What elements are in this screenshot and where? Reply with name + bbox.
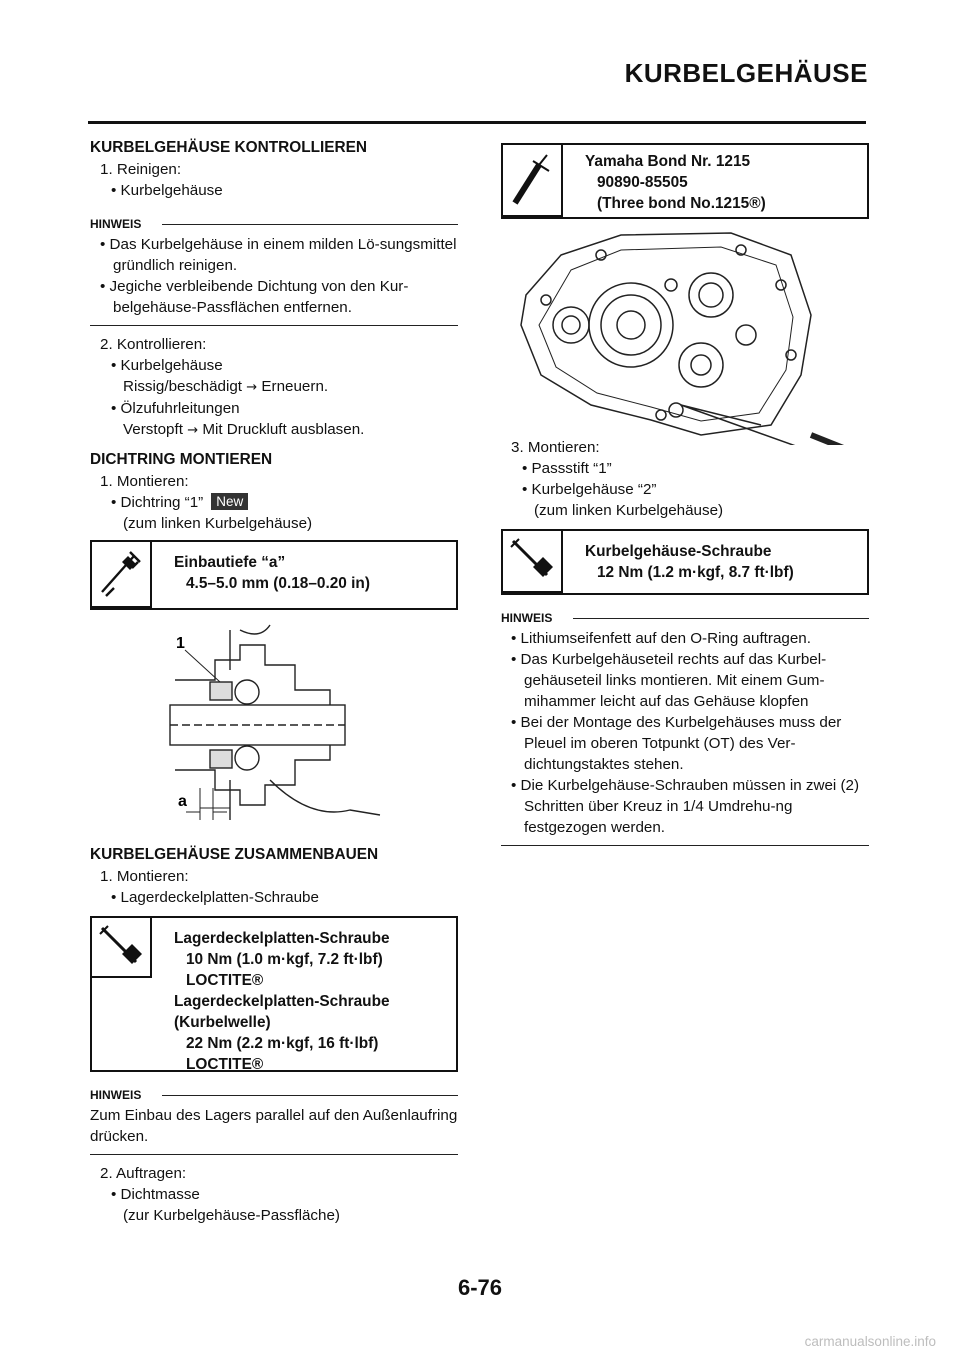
note-item: • Lithiumseifenfett auf den O-Ring auftragen. xyxy=(511,630,811,647)
note-label: HINWEIS xyxy=(90,1085,147,1106)
note-label: HINWEIS xyxy=(501,608,558,629)
spec-line: LOCTITE® xyxy=(186,972,264,989)
spec-line: Yamaha Bond Nr. 1215 xyxy=(585,153,751,170)
crankcase-figure xyxy=(501,225,869,451)
detail-text: Mit Druckluft ausblasen. xyxy=(202,421,365,438)
item-text: • Dichtring “1” xyxy=(111,494,204,511)
new-badge: New xyxy=(211,493,248,510)
note-rule xyxy=(162,224,458,225)
spec-line: Lagerdeckelplatten-Schraube xyxy=(174,993,390,1010)
step-item: • Ölzufuhrleitungen xyxy=(111,400,240,417)
step-item: • Kurbelgehäuse xyxy=(111,182,223,199)
oil-seal-figure xyxy=(90,620,458,836)
title-rule xyxy=(88,121,866,124)
section-heading-inspect: KURBELGEHÄUSE KONTROLLIEREN xyxy=(90,139,368,156)
torque-wrench-icon xyxy=(92,918,152,978)
spec-line: (Kurbelwelle) xyxy=(174,1014,271,1031)
spec-line: Kurbelgehäuse-Schraube xyxy=(585,543,772,560)
note-item: • Bei der Montage des Kurbelgehäuses muss der Pleuel im oberen Totpunkt (OT) des Ver-dichtungstaktes stehen. xyxy=(511,714,842,773)
sealant-tool-icon xyxy=(503,145,563,217)
step: 1. Reinigen: xyxy=(100,161,182,178)
note-label: HINWEIS xyxy=(90,214,147,235)
arrow-icon: → xyxy=(246,380,258,395)
note-header xyxy=(501,603,869,625)
spec-box-depth xyxy=(90,540,458,610)
note-end-rule xyxy=(90,1154,458,1155)
step: 1. Montieren: xyxy=(100,473,189,490)
note-item: • Die Kurbelgehäuse-Schrauben müssen in zwei (2) Schritten über Kreuz in 1/4 Umdrehu-ng festgezogen werden. xyxy=(511,777,860,836)
note-item: • Das Kurbelgehäuse in einem milden Lö-sungsmittel gründlich reinigen. xyxy=(100,236,457,274)
spec-line: 12 Nm (1.2 m·kgf, 8.7 ft·lbf) xyxy=(597,564,794,581)
section-heading-oil-seal: DICHTRING MONTIEREN xyxy=(90,451,273,468)
note-end-rule xyxy=(501,845,869,846)
spec-line: 90890-85505 xyxy=(597,174,688,191)
note-end-rule xyxy=(90,325,458,326)
spec-box-crankcase-bolt xyxy=(501,529,869,595)
detail-text: Erneuern. xyxy=(261,378,329,395)
spec-line: Lagerdeckelplatten-Schraube xyxy=(174,930,390,947)
step-detail xyxy=(90,376,458,398)
arrow-icon: → xyxy=(187,423,199,438)
step: 1. Montieren: xyxy=(100,868,189,885)
note-rule xyxy=(162,1095,458,1096)
step-item: • Lagerdeckelplatten-Schraube xyxy=(111,889,319,906)
page-title: KURBELGEHÄUSE xyxy=(624,58,868,88)
step: 2. Auftragen: xyxy=(100,1165,187,1182)
spec-box-sealant xyxy=(501,143,869,219)
note-header xyxy=(90,209,458,231)
note-rule xyxy=(573,618,869,619)
spec-line: 22 Nm (2.2 m·kgf, 16 ft·lbf) xyxy=(186,1035,379,1052)
step-item: • Kurbelgehäuse xyxy=(111,357,223,374)
detail-text: Rissig/beschädigt xyxy=(123,378,243,395)
left-column xyxy=(90,137,458,1226)
spec-value: 4.5–5.0 mm (0.18–0.20 in) xyxy=(186,575,370,592)
spec-line: 10 Nm (1.0 m·kgf, 7.2 ft·lbf) xyxy=(186,951,383,968)
note-item: • Das Kurbelgehäuseteil rechts auf das Kurbel-gehäuseteil links montieren. Mit einem Gum-mihammer leicht auf das Gehäuse klopfen xyxy=(511,651,827,710)
step-detail xyxy=(90,419,458,441)
note-text: Zum Einbau des Lagers parallel auf den Außenlaufring drücken. xyxy=(90,1107,458,1145)
spec-title: Einbautiefe “a” xyxy=(174,554,286,571)
torque-wrench-icon xyxy=(503,531,563,593)
page-number: 6-76 xyxy=(457,1275,503,1300)
figure-label-1: 1 xyxy=(176,635,185,652)
right-column-top xyxy=(501,143,869,451)
note-item: • Jegiche verbleibende Dichtung von den Kur-belgehäuse-Passflächen entfernen. xyxy=(100,278,409,316)
note-body xyxy=(90,1105,458,1147)
spec-box-bearing-bolt xyxy=(90,916,458,1072)
step-detail: (zur Kurbelgehäuse-Passfläche) xyxy=(123,1207,340,1224)
caliper-icon xyxy=(92,542,152,608)
step: 2. Kontrollieren: xyxy=(100,336,207,353)
spec-line: LOCTITE® xyxy=(186,1056,264,1073)
note-body xyxy=(90,234,458,318)
watermark: carmanualsonline.info xyxy=(804,1334,936,1349)
step-item: • Kurbelgehäuse “2” xyxy=(522,481,657,498)
step-detail: (zum linken Kurbelgehäuse) xyxy=(123,515,313,532)
note-header xyxy=(90,1080,458,1102)
step: 3. Montieren: xyxy=(511,439,600,456)
right-column xyxy=(501,437,869,854)
detail-text: Verstopft xyxy=(123,421,183,438)
step-item xyxy=(90,492,458,513)
step-item: • Passstift “1” xyxy=(522,460,612,477)
section-heading-assemble: KURBELGEHÄUSE ZUSAMMENBAUEN xyxy=(90,846,379,863)
spec-line: (Three bond No.1215®) xyxy=(597,195,766,212)
step-item: • Dichtmasse xyxy=(111,1186,200,1203)
note-body xyxy=(501,628,869,838)
step-detail: (zum linken Kurbelgehäuse) xyxy=(534,502,724,519)
figure-label-a: a xyxy=(178,793,187,810)
